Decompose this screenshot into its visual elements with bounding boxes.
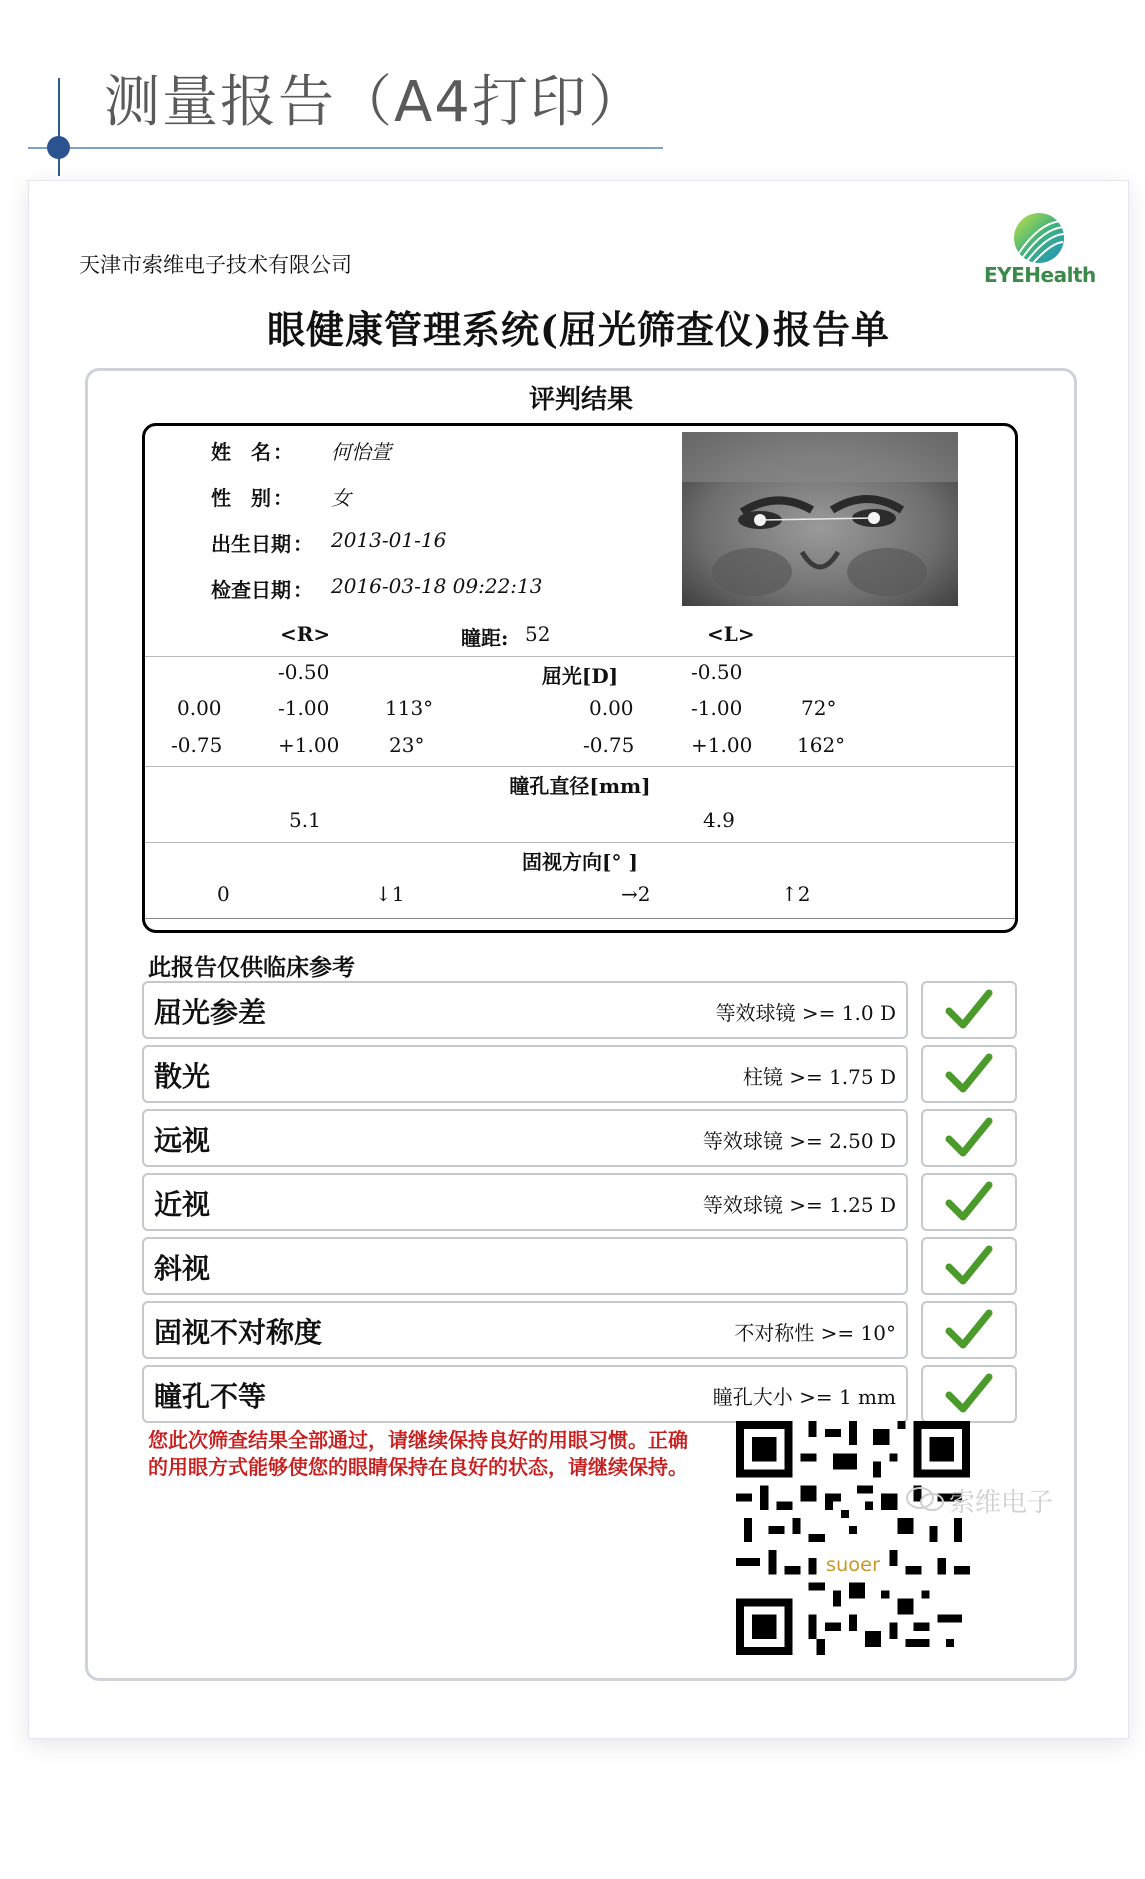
left-cyl-2: +1.00 [691,733,753,757]
criteria-condition: 等效球镜 >= 1.25 D [702,1193,896,1217]
results-panel [85,368,1077,1681]
pass-check [921,981,1017,1039]
qr-code [736,1421,970,1655]
left-sph-2: -0.75 [583,733,635,757]
pupil-label: 瞳孔直径[mm] [509,774,651,798]
pass-check [921,1109,1017,1167]
colon: ： [293,532,313,556]
exam-label: 检查日期 [211,578,291,602]
eyehealth-logo-icon [989,203,1089,313]
colon: ： [273,486,293,510]
pass-check [921,1301,1017,1359]
checkmark-icon [945,1309,993,1351]
name-value: 何怡萱 [331,440,391,464]
left-cyl: -1.00 [691,696,743,720]
birth-value: 2013-01-16 [331,528,447,552]
birth-label: 出生日期 [211,532,291,556]
page-header-title: 测量报告（A4打印） [104,70,646,135]
criteria-name: 屈光参差 [154,996,267,1029]
right-pupil: 5.1 [289,808,321,832]
criteria-condition: 不对称性 >= 10° [734,1321,896,1345]
criteria-row [142,1173,908,1231]
exam-value: 2016-03-18 09:22:13 [331,574,543,598]
result-message: 您此次筛查结果全部通过，请继续保持良好的用眼习惯。正确的用眼方式能够使您的眼睛保持在良好的状态，请继续保持。 [148,1428,688,1479]
checkmark-icon [945,1117,993,1159]
gaze-value: 0 [217,882,230,906]
checkmark-icon [945,1053,993,1095]
report-title: 眼健康管理系统(屈光筛查仪)报告单 [267,307,890,352]
divider [145,766,1015,767]
section-title: 评判结果 [528,385,633,415]
criteria-row [142,1365,908,1423]
left-pupil: 4.9 [703,808,735,832]
checkmark-icon [945,1373,993,1415]
left-axis-2: 162° [797,733,846,757]
criteria-condition: 等效球镜 >= 2.50 D [702,1129,896,1153]
gaze-value: ↓1 [375,882,405,906]
pass-check [921,1045,1017,1103]
right-axis-2: 23° [389,733,425,757]
right-se: -0.50 [278,660,330,684]
face-photo [682,432,958,606]
criteria-condition: 等效球镜 >= 1.0 D [715,1001,896,1025]
criteria-name: 散光 [154,1060,211,1093]
criteria-name: 远视 [154,1124,211,1157]
criteria-row [142,1045,908,1103]
pass-check [921,1365,1017,1423]
checkmark-icon [945,989,993,1031]
divider [145,842,1015,843]
logo-text: EYEHealth [984,263,1096,287]
pd-label: 瞳距: [461,626,509,650]
colon: ： [293,578,313,602]
divider [145,656,1015,657]
pd-value: 52 [525,622,551,646]
criteria-name: 瞳孔不等 [154,1380,267,1413]
measurement-box [142,423,1018,933]
gender-label: 性 别 [211,486,271,510]
colon: ： [273,440,293,464]
criteria-condition: 瞳孔大小 >= 1 mm [712,1385,896,1409]
right-sph: 0.00 [177,696,222,720]
right-axis: 113° [385,696,434,720]
divider [145,918,1015,919]
criteria-row [142,1237,908,1295]
criteria-row [142,1109,908,1167]
pass-check [921,1237,1017,1295]
refraction-label: 屈光[D] [541,664,619,688]
header-horizontal-line [28,147,663,149]
name-label: 姓 名 [211,440,271,464]
gaze-value: ↑2 [781,882,811,906]
right-eye-label: <R> [280,622,331,646]
right-cyl-2: +1.00 [278,733,340,757]
left-axis: 72° [801,696,837,720]
header-vertical-line [58,78,60,176]
pass-check [921,1173,1017,1231]
checkmark-icon [945,1245,993,1287]
criteria-name: 固视不对称度 [154,1316,323,1349]
gender-value: 女 [331,486,351,510]
right-cyl: -1.00 [278,696,330,720]
gaze-label: 固视方向[° ] [522,850,638,874]
criteria-row [142,981,908,1039]
watermark-text: 索维电子 [949,1488,1054,1518]
header-dot [47,136,70,159]
left-se: -0.50 [691,660,743,684]
company-name: 天津市索维电子技术有限公司 [79,253,352,277]
gaze-value: →2 [621,882,651,906]
criteria-name: 近视 [154,1188,211,1221]
criteria-row [142,1301,908,1359]
criteria-name: 斜视 [154,1252,211,1285]
left-sph: 0.00 [589,696,634,720]
criteria-condition: 柱镜 >= 1.75 D [742,1065,896,1089]
wechat-icon [905,1486,945,1512]
right-sph-2: -0.75 [171,733,223,757]
reference-note: 此报告仅供临床参考 [148,954,355,981]
left-eye-label: <L> [707,622,755,646]
qr-label: suoer [825,1553,881,1577]
checkmark-icon [945,1181,993,1223]
